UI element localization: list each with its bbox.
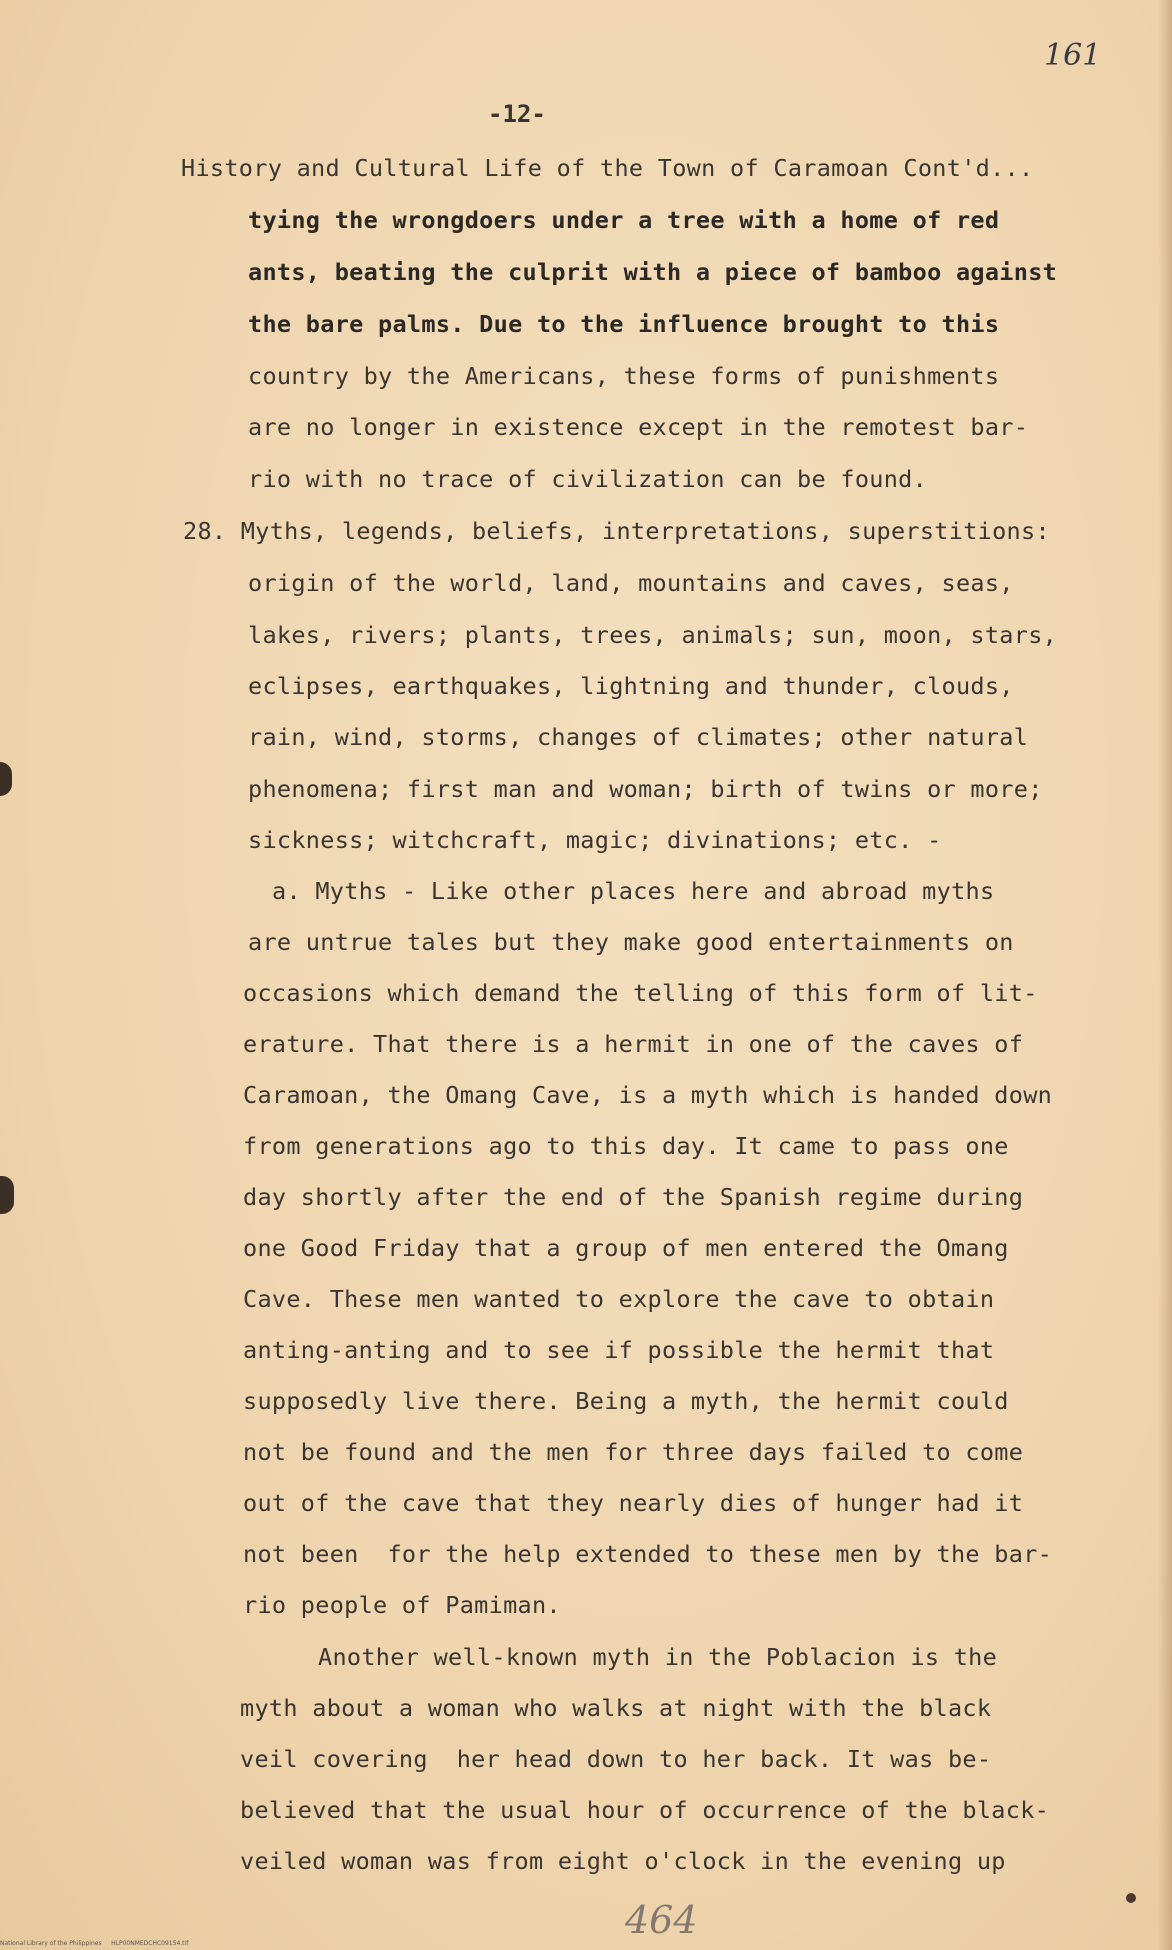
text-line-24: supposedly live there. Being a myth, the hermit could	[243, 1387, 1009, 1415]
punch-hole-lower	[0, 1176, 14, 1214]
text-line-28: rio people of Pamiman.	[243, 1591, 561, 1619]
text-line-9: lakes, rivers; plants, trees, animals; sun, moon, stars,	[248, 621, 1058, 649]
text-line-22: Cave. These men wanted to explore the cave to obtain	[243, 1285, 995, 1313]
text-line-18: Caramoan, the Omang Cave, is a myth which is handed down	[243, 1081, 1053, 1109]
text-line-20: day shortly after the end of the Spanish regime during	[243, 1183, 1024, 1211]
text-line-19: from generations ago to this day. It came to pass one	[243, 1132, 1009, 1160]
punch-hole-upper	[0, 762, 12, 796]
text-line-15: are untrue tales but they make good entertainments on	[248, 928, 1014, 956]
text-line-31: veil covering her head down to her back. It was be-	[240, 1745, 992, 1773]
text-line-26: out of the cave that they nearly dies of hunger had it	[243, 1489, 1024, 1517]
text-line-33: veiled woman was from eight o'clock in the evening up	[240, 1847, 1006, 1875]
text-line-10: eclipses, earthquakes, lightning and thunder, clouds,	[248, 672, 1014, 700]
text-line-21: one Good Friday that a group of men entered the Omang	[243, 1234, 1009, 1262]
ink-speck	[1126, 1893, 1136, 1903]
text-line-32: believed that the usual hour of occurrence of the black-	[240, 1796, 1050, 1824]
text-line-13: sickness; witchcraft, magic; divinations; etc. -	[248, 826, 942, 854]
text-line-6: rio with no trace of civilization can be found.	[248, 465, 928, 493]
text-line-27: not been for the help extended to these men by the bar-	[243, 1540, 1053, 1568]
text-line-8: origin of the world, land, mountains and caves, seas,	[248, 569, 1014, 597]
page-edge-shadow	[1158, 0, 1172, 1950]
handwritten-number: 464	[625, 1898, 698, 1942]
myths-subheading: a. Myths - Like other places here and abroad myths	[272, 877, 995, 905]
text-line-5: are no longer in existence except in the remotest bar-	[248, 413, 1029, 441]
text-line-23: anting-anting and to see if possible the hermit that	[243, 1336, 995, 1364]
page-number: -12-	[488, 100, 546, 128]
text-line-11: rain, wind, storms, changes of climates; other natural	[248, 723, 1029, 751]
text-line-16: occasions which demand the telling of this form of lit-	[243, 979, 1038, 1007]
document-title: History and Cultural Life of the Town of Caramoan Cont'd...	[181, 154, 1034, 182]
text-line-3: the bare palms. Due to the influence brought to this	[248, 310, 1000, 338]
text-line-4: country by the Americans, these forms of punishments	[248, 362, 1000, 390]
archive-page-number: 161	[1044, 38, 1102, 73]
text-line-17: erature. That there is a hermit in one of the caves of	[243, 1030, 1024, 1058]
paragraph-start: Another well-known myth in the Poblacion is the	[318, 1643, 998, 1671]
text-line-12: phenomena; first man and woman; birth of twins or more;	[248, 775, 1043, 803]
text-line-2: ants, beating the culprit with a piece of bamboo against	[248, 258, 1058, 286]
section-28-heading: 28. Myths, legends, beliefs, interpretations, superstitions:	[183, 517, 1050, 545]
text-line-30: myth about a woman who walks at night with the black	[240, 1694, 992, 1722]
scan-footer-stamp: National Library of the Philippines HLP00NMEDCHC09154.tif	[0, 1940, 189, 1947]
text-line-25: not be found and the men for three days failed to come	[243, 1438, 1024, 1466]
text-line-1: tying the wrongdoers under a tree with a home of red	[248, 206, 1000, 234]
